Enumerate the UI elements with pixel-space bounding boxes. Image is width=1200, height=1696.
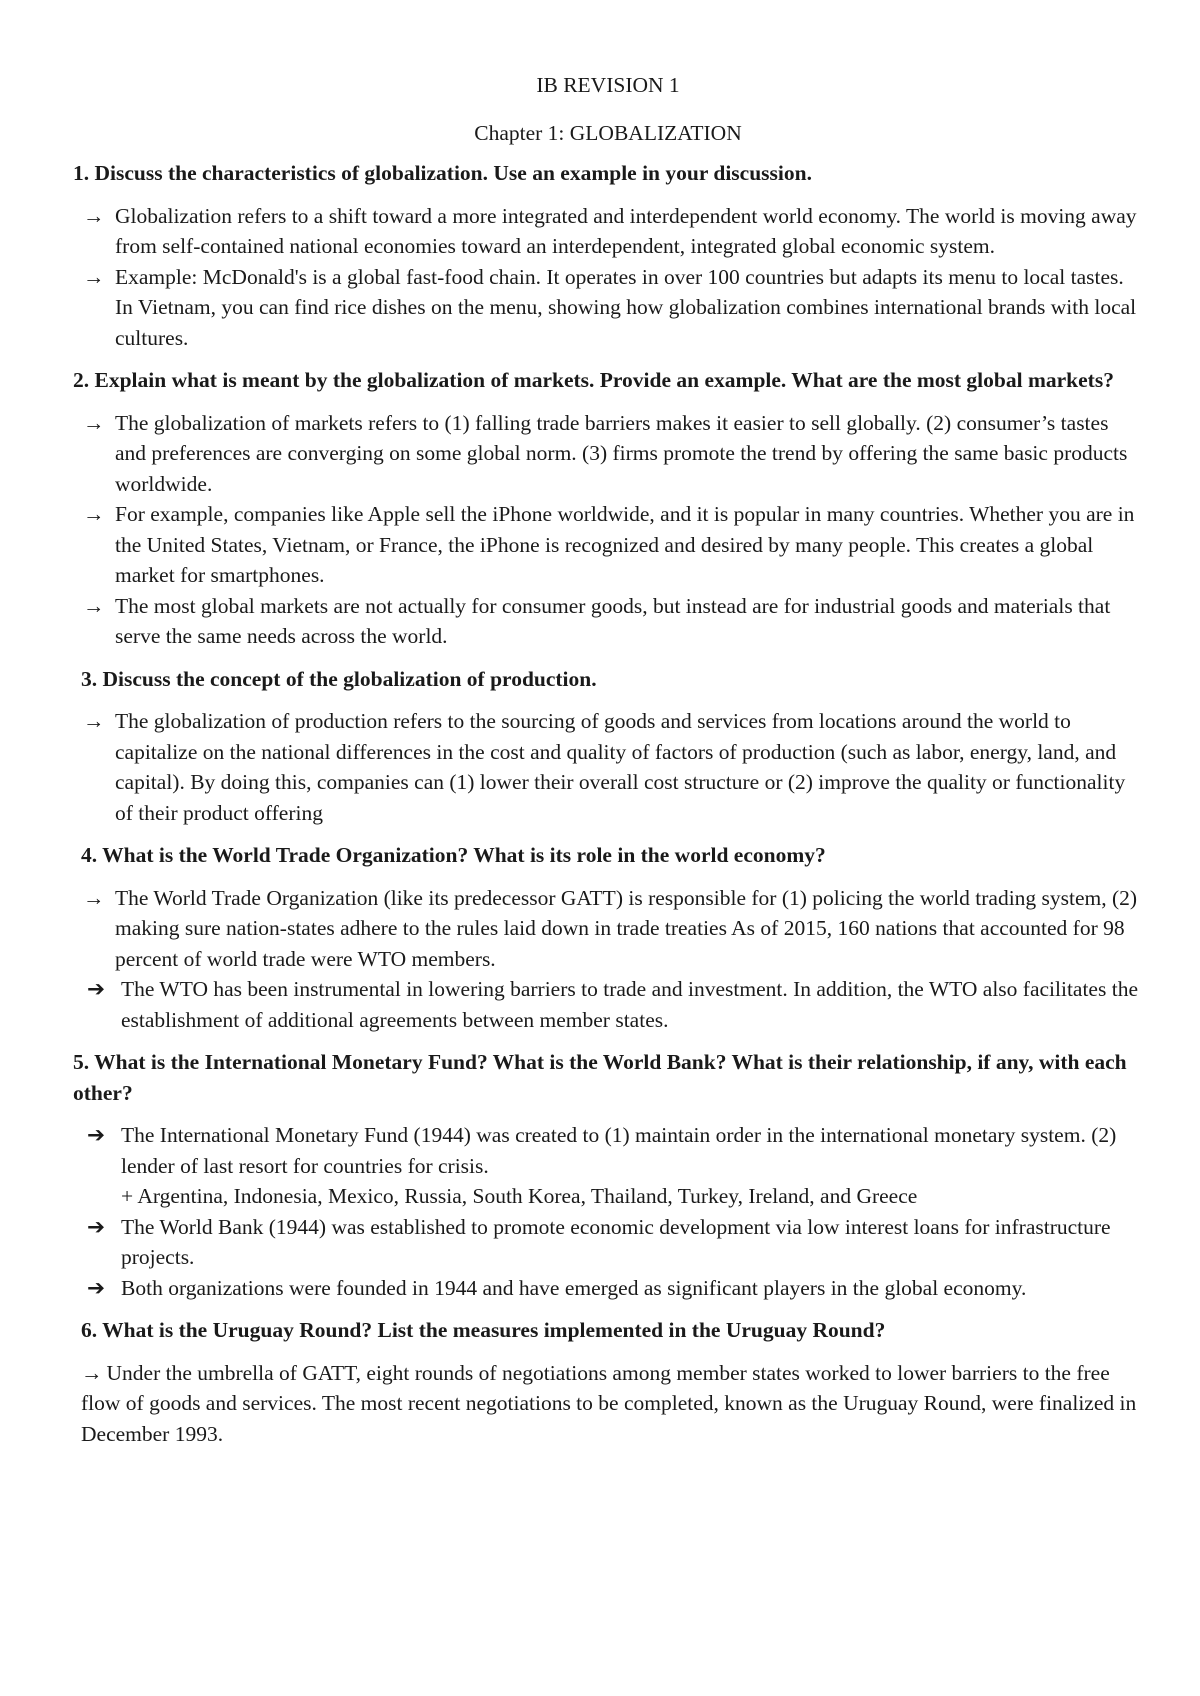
question-5: 5. What is the International Monetary Fund? What is the World Bank? What is their relationship, if any, with each other?: [73, 1050, 1127, 1105]
arrow-icon: →: [83, 885, 105, 910]
list-item: [73, 974, 1143, 1035]
list-item: [73, 1120, 1143, 1212]
country-list-note: + Argentina, Indonesia, Mexico, Russia, South Korea, Thailand, Turkey, Ireland, and Greece: [121, 1184, 918, 1208]
arrow-icon: →: [81, 1360, 103, 1385]
answer-text: The World Trade Organization (like its predecessor GATT) is responsible for (1) policing the world trading system, (2) making sure nation-states adhere to the rules laid down in trade treaties As of 2015, 160 nations that accounted for 98 percent of world trade were WTO members.: [115, 885, 1138, 971]
arrow-icon: →: [83, 593, 105, 618]
arrow-bold-icon: ➔: [87, 1214, 106, 1239]
answer-text: The most global markets are not actually for consumer goods, but instead are for industrial goods and materials that serve the same needs across the world.: [115, 593, 1111, 648]
arrow-icon: →: [83, 410, 105, 435]
document-title: IB REVISION 1: [536, 73, 680, 97]
list-item: [73, 408, 1143, 500]
question-3: 3. Discuss the concept of the globalization of production.: [81, 666, 597, 691]
answer-text: The globalization of production refers to the sourcing of goods and services from locations around the world to capitalize on the national differences in the cost and quality of factors of production (such as labor, energy, land, and capital). By doing this, companies can (1) lower their overall cost structure or (2) improve the quality or functionality of their product offering: [115, 709, 1126, 825]
chapter-title: Chapter 1: GLOBALIZATION: [474, 121, 742, 145]
answer-text: The International Monetary Fund (1944) was created to (1) maintain order in the international monetary system. (2) lender of last resort for countries for crisis.: [121, 1123, 1117, 1178]
arrow-icon: →: [83, 203, 105, 228]
document-page: [73, 70, 1143, 1449]
answer-text: Example: McDonald's is a global fast-food chain. It operates in over 100 countries but adapts its menu to local tastes. In Vietnam, you can find rice dishes on the menu, showing how globalization combines international brands with local cultures.: [115, 264, 1137, 350]
answer-text: The globalization of markets refers to (1) falling trade barriers makes it easier to sell globally. (2) consumer’s tastes and preferences are converging on some global norm. (3) firms promote the trend by offering the same basic products worldwide.: [115, 410, 1128, 496]
answer-list-5: [73, 1120, 1143, 1303]
list-item: [73, 499, 1143, 591]
answer-list-2: [73, 408, 1143, 652]
list-item: [73, 1212, 1143, 1273]
answer-list-3: [73, 706, 1143, 828]
answer-text: The WTO has been instrumental in lowering barriers to trade and investment. In addition, the WTO also facilitates the establishment of additional agreements between member states.: [121, 977, 1138, 1032]
arrow-bold-icon: ➔: [87, 1123, 106, 1147]
question-2: 2. Explain what is meant by the globalization of markets. Provide an example. What are the most global markets?: [73, 368, 1114, 392]
question-6: 6. What is the Uruguay Round? List the measures implemented in the Uruguay Round?: [81, 1318, 886, 1342]
answer-text: Both organizations were founded in 1944 and have emerged as significant players in the global economy.: [121, 1275, 1027, 1300]
answer-text: For example, companies like Apple sell the iPhone worldwide, and it is popular in many countries. Whether you are in the United States, Vietnam, or France, the iPhone is recognized and desired by many people. This creates a global market for smartphones.: [115, 502, 1135, 587]
arrow-bold-icon: ➔: [87, 1275, 106, 1300]
list-item: [73, 262, 1143, 354]
answer-list-4: [73, 883, 1143, 1036]
question-1: 1. Discuss the characteristics of globalization. Use an example in your discussion.: [73, 161, 812, 185]
arrow-icon: →: [83, 709, 105, 733]
arrow-bold-icon: ➔: [87, 977, 106, 1001]
answer-paragraph-6: [73, 1358, 1143, 1450]
list-item: [73, 201, 1143, 262]
arrow-icon: →: [83, 264, 105, 289]
list-item: [73, 706, 1143, 828]
question-4: 4. What is the World Trade Organization? What is its role in the world economy?: [81, 843, 826, 867]
answer-list-1: [73, 201, 1143, 354]
list-item: [73, 591, 1143, 652]
answer-text: Globalization refers to a shift toward a more integrated and interdependent world economy. The world is moving away from self-contained national economies toward an interdependent, integrated global economic system.: [115, 203, 1137, 258]
arrow-icon: →: [83, 502, 105, 526]
answer-text: Under the umbrella of GATT, eight rounds of negotiations among member states worked to lower barriers to the free flow of goods and services. The most recent negotiations to be completed, known as the Uruguay Round, were finalized in December 1993.: [81, 1360, 1137, 1446]
list-item: [73, 1273, 1143, 1304]
answer-text: The World Bank (1944) was established to promote economic development via low interest loans for infrastructure projects.: [121, 1214, 1111, 1269]
list-item: [73, 883, 1143, 975]
